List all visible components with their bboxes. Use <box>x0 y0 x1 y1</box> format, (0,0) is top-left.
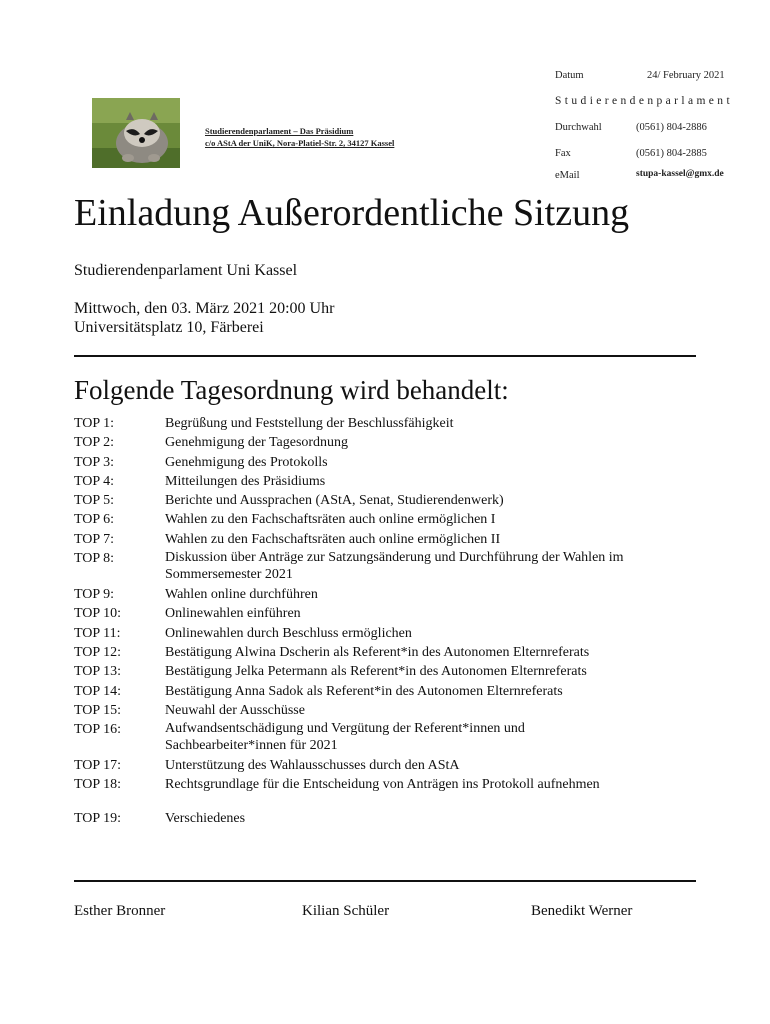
email-value: stupa-kassel@gmx.de <box>636 169 724 179</box>
agenda-item <box>74 530 714 549</box>
agenda-number: TOP 13: <box>74 664 122 680</box>
date-label: Datum <box>555 70 584 81</box>
agenda-text: Diskussion über Anträge zur Satzungsänderung und Durchführung der Wahlen im Sommersemester 2021 <box>165 550 624 583</box>
agenda-text: Rechtsgrundlage für die Entscheidung von Anträgen ins Protokoll aufnehmen <box>165 777 600 793</box>
signature-name: Kilian Schüler <box>302 903 390 919</box>
agenda-number: TOP 5: <box>74 493 115 509</box>
sender-line-2: c/o AStA der UniK, Nora-Platiel-Str. 2, 34127 Kassel <box>205 138 395 148</box>
agenda-number: TOP 16: <box>74 722 122 738</box>
agenda-number: TOP 1: <box>74 416 115 431</box>
divider-bottom <box>74 880 696 882</box>
agenda-item <box>74 775 714 794</box>
agenda-item <box>74 701 714 720</box>
agenda-item <box>74 809 714 828</box>
agenda-number: TOP 6: <box>74 512 115 528</box>
agenda-text: Bestätigung Jelka Petermann als Referent*in des Autonomen Elternreferats <box>165 664 587 680</box>
signature-name: Benedikt Werner <box>531 903 633 919</box>
agenda-text: Wahlen zu den Fachschaftsräten auch online ermöglichen II <box>165 531 501 547</box>
agenda-number: TOP 9: <box>74 587 115 603</box>
agenda-item <box>74 756 714 775</box>
agenda-number: TOP 11: <box>74 625 121 641</box>
agenda-number: TOP 12: <box>74 644 122 660</box>
signature-name: Esther Bronner <box>74 903 166 919</box>
agenda-text: Onlinewahlen durch Beschluss ermöglichen <box>165 625 412 641</box>
agenda-text: Bestätigung Anna Sadok als Referent*in des Autonomen Elternreferats <box>165 683 563 699</box>
agenda-list <box>74 414 714 828</box>
agenda-text: Verschiedenes <box>165 810 246 826</box>
agenda-item <box>74 682 714 701</box>
agenda-item <box>74 453 714 472</box>
agenda-item <box>74 604 714 623</box>
agenda-item <box>74 585 714 604</box>
agenda-text: Unterstützung des Wahlausschusses durch den AStA <box>165 758 460 774</box>
phone-value: (0561) 804-2886 <box>636 122 707 133</box>
agenda-text: Genehmigung des Protokolls <box>165 454 328 470</box>
agenda-text: Aufwandsentschädigung und Vergütung der Referent*innen und Sachbearbeiter*innen für 2021 <box>165 721 525 754</box>
agenda-item <box>74 510 714 529</box>
document-title: Einladung Außerordentliche Sitzung <box>74 192 630 234</box>
organization-line: Studierendenparlament Uni Kassel <box>74 262 298 279</box>
org-name: Studierendenparlament <box>555 95 734 107</box>
agenda-number: TOP 7: <box>74 531 115 547</box>
agenda-number: TOP 4: <box>74 473 115 489</box>
meeting-date-time: Mittwoch, den 03. März 2021 20:00 Uhr <box>74 300 335 317</box>
email-label: eMail <box>555 170 580 181</box>
agenda-number: TOP 3: <box>74 454 115 470</box>
agenda-number: TOP 15: <box>74 702 122 718</box>
agenda-item <box>74 549 714 585</box>
agenda-number: TOP 18: <box>74 777 122 793</box>
fax-label: Fax <box>555 148 571 159</box>
agenda-number: TOP 10: <box>74 606 122 622</box>
fax-value: (0561) 804-2885 <box>636 148 707 159</box>
agenda-number: TOP 19: <box>74 810 122 826</box>
agenda-heading: Folgende Tagesordnung wird behandelt: <box>74 375 509 405</box>
sender-line-1: Studierendenparlament – Das Präsidium <box>205 126 354 136</box>
meeting-location: Universitätsplatz 10, Färberei <box>74 319 264 336</box>
agenda-text: Neuwahl der Ausschüsse <box>165 702 305 718</box>
sender-address <box>205 125 394 149</box>
agenda-text: Genehmigung der Tagesordnung <box>165 435 349 451</box>
agenda-item <box>74 720 714 756</box>
agenda-item <box>74 662 714 681</box>
agenda-text: Mitteilungen des Präsidiums <box>165 473 326 489</box>
agenda-item <box>74 491 714 510</box>
agenda-item <box>74 433 714 452</box>
divider-top <box>74 355 696 357</box>
agenda-text: Wahlen online durchführen <box>165 587 318 603</box>
agenda-number: TOP 17: <box>74 758 122 774</box>
agenda-text: Bestätigung Alwina Dscherin als Referent*in des Autonomen Elternreferats <box>165 644 590 660</box>
agenda-item <box>74 472 714 491</box>
phone-label: Durchwahl <box>555 122 602 133</box>
meeting-details <box>74 299 334 337</box>
agenda-text: Begrüßung und Feststellung der Beschlussfähigkeit <box>165 416 454 431</box>
raccoon-logo-image <box>92 98 180 168</box>
agenda-text: Wahlen zu den Fachschaftsräten auch online ermöglichen I <box>165 512 496 528</box>
agenda-item <box>74 414 714 433</box>
agenda-item <box>74 643 714 662</box>
agenda-item <box>74 624 714 643</box>
agenda-text: Onlinewahlen einführen <box>165 606 301 622</box>
agenda-text: Berichte und Aussprachen (AStA, Senat, Studierendenwerk) <box>165 493 504 509</box>
agenda-number: TOP 2: <box>74 435 115 451</box>
date-value: 24/ February 2021 <box>647 70 725 81</box>
agenda-number: TOP 14: <box>74 683 122 699</box>
agenda-number: TOP 8: <box>74 551 115 567</box>
